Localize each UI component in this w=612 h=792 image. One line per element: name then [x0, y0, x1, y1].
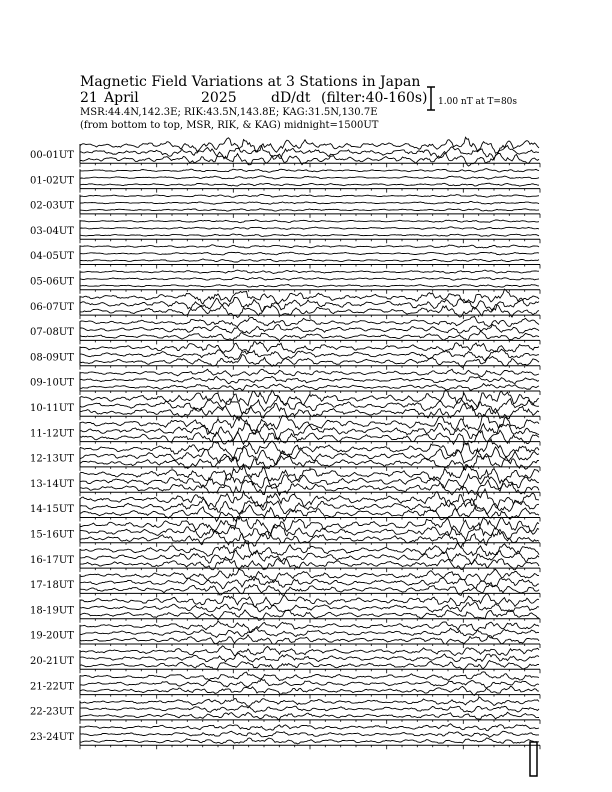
- trace-msr: [80, 259, 539, 262]
- trace-msr: [80, 384, 539, 391]
- hour-row: [30, 342, 540, 370]
- hour-row-ticks: [80, 543, 540, 547]
- trace-kag: [80, 569, 539, 583]
- hour-row: [30, 220, 540, 243]
- hour-row: [30, 672, 540, 699]
- hour-row: [30, 169, 540, 193]
- trace-msr: [80, 686, 539, 695]
- trace-kag: [80, 270, 539, 273]
- hour-row-label: 15-16UT: [30, 529, 74, 541]
- hour-row-ticks: [80, 290, 540, 294]
- trace-rik: [80, 679, 539, 688]
- trace-rik: [80, 298, 539, 312]
- trace-kag: [80, 517, 539, 536]
- hour-rows: [30, 137, 540, 749]
- hour-row: [30, 594, 540, 623]
- hour-row-label: 02-03UT: [30, 200, 74, 212]
- hour-row-label: 17-18UT: [30, 580, 74, 592]
- hour-row: [30, 316, 540, 344]
- trace-rik: [80, 176, 539, 179]
- hour-row-label: 16-17UT: [30, 554, 74, 566]
- trace-kag: [80, 316, 539, 326]
- hour-row-ticks: [80, 669, 540, 673]
- hour-row-ticks: [80, 619, 540, 623]
- trace-rik: [80, 731, 539, 737]
- hour-row-label: 19-20UT: [30, 630, 74, 642]
- hour-row-label: 05-06UT: [30, 276, 74, 288]
- hour-row: [30, 569, 540, 598]
- hour-row-label: 21-22UT: [30, 681, 74, 693]
- hour-row-label: 04-05UT: [30, 251, 74, 263]
- quantity-label: dD/dt: [271, 90, 311, 106]
- trace-rik: [80, 473, 539, 489]
- hour-row-label: 13-14UT: [30, 478, 74, 490]
- scale-bar: [427, 87, 517, 110]
- trace-kag: [80, 220, 539, 223]
- trace-kag: [80, 646, 539, 656]
- hour-row-label: 18-19UT: [30, 605, 74, 617]
- chart-title: Magnetic Field Variations at 3 Stations in Japan: [80, 74, 421, 90]
- trace-kag: [80, 342, 539, 353]
- hour-row: [30, 724, 540, 749]
- date-year: 2025: [201, 90, 237, 106]
- hour-row-ticks: [80, 695, 540, 699]
- hour-row-label: 11-12UT: [30, 428, 74, 440]
- trace-rik: [80, 324, 539, 333]
- hour-row-label: 00-01UT: [30, 150, 74, 161]
- hour-row-ticks: [80, 518, 540, 522]
- hour-row-label: 08-09UT: [30, 352, 74, 364]
- trace-rik: [80, 376, 539, 383]
- trace-msr: [80, 331, 539, 341]
- hour-row: [30, 245, 540, 269]
- hour-row-ticks: [80, 189, 540, 193]
- trace-rik: [80, 252, 539, 255]
- hour-row-ticks: [80, 265, 540, 269]
- station-coordinates: MSR:44.4N,142.3E; RIK:43.5N,143.8E; KAG:31.5N,130.7E: [80, 107, 378, 118]
- hour-row-ticks: [80, 391, 540, 395]
- trace-kag: [80, 672, 539, 681]
- hour-row-ticks: [80, 593, 540, 597]
- trace-rik: [80, 227, 539, 230]
- date-month: April: [104, 90, 139, 106]
- hour-row: [30, 270, 540, 294]
- trace-kag: [80, 621, 539, 632]
- hour-row-ticks: [80, 492, 540, 496]
- hour-row-label: 06-07UT: [30, 301, 74, 313]
- hour-row-label: 01-02UT: [30, 175, 74, 187]
- hour-row: [30, 517, 540, 548]
- hour-row-ticks: [80, 214, 540, 218]
- trace-msr: [80, 183, 539, 186]
- trace-kag: [80, 195, 539, 198]
- hour-row-label: 07-08UT: [30, 327, 74, 339]
- date-day: 21: [80, 90, 98, 106]
- trace-msr: [80, 712, 539, 719]
- trace-kag: [80, 245, 539, 248]
- hour-row-label: 22-23UT: [30, 706, 74, 718]
- scale-bar-label: 1.00 nT at T=80s: [438, 97, 518, 107]
- trace-kag: [80, 169, 539, 173]
- hour-row-label: 12-13UT: [30, 453, 74, 465]
- trace-kag: [80, 724, 539, 731]
- trace-rik: [80, 277, 539, 280]
- hour-row-label: 03-04UT: [30, 225, 74, 237]
- trace-rik: [80, 396, 539, 414]
- trace-rik: [80, 423, 539, 440]
- trace-kag: [80, 369, 539, 376]
- trace-rik: [80, 706, 539, 713]
- trace-msr: [80, 285, 539, 288]
- hour-row: [30, 621, 540, 648]
- hour-row-label: 23-24UT: [30, 731, 74, 743]
- hour-row-ticks: [80, 239, 540, 243]
- hour-row: [30, 195, 540, 218]
- trace-msr: [80, 738, 539, 744]
- hour-row-ticks: [80, 745, 540, 749]
- hour-row-ticks: [80, 416, 540, 420]
- trace-msr: [80, 661, 539, 670]
- hour-row: [30, 697, 540, 724]
- trace-rik: [80, 602, 539, 612]
- trace-msr: [80, 234, 539, 236]
- hour-row-ticks: [80, 366, 540, 370]
- trace-kag: [80, 697, 539, 706]
- hour-row-ticks: [80, 644, 540, 648]
- filter-label: (filter:40-160s): [321, 90, 428, 106]
- end-marker: [530, 742, 537, 776]
- hour-row-label: 10-11UT: [30, 403, 74, 414]
- trace-rik: [80, 550, 539, 565]
- trace-rik: [80, 202, 539, 205]
- hour-row-label: 09-10UT: [30, 377, 74, 389]
- hour-row: [30, 369, 540, 395]
- hour-row-ticks: [80, 568, 540, 572]
- hour-row-ticks: [80, 720, 540, 724]
- hour-row: [30, 646, 540, 674]
- trace-msr: [80, 635, 539, 644]
- trace-msr: [80, 209, 539, 212]
- station-order-note: (from bottom to top, MSR, RIK, & KAG) midnight=1500UT: [80, 120, 379, 131]
- hour-row-label: 20-21UT: [30, 656, 74, 667]
- hour-row-ticks: [80, 340, 540, 344]
- hour-row: [30, 137, 540, 167]
- trace-rik: [80, 653, 539, 662]
- hour-row-label: 14-15UT: [30, 504, 74, 516]
